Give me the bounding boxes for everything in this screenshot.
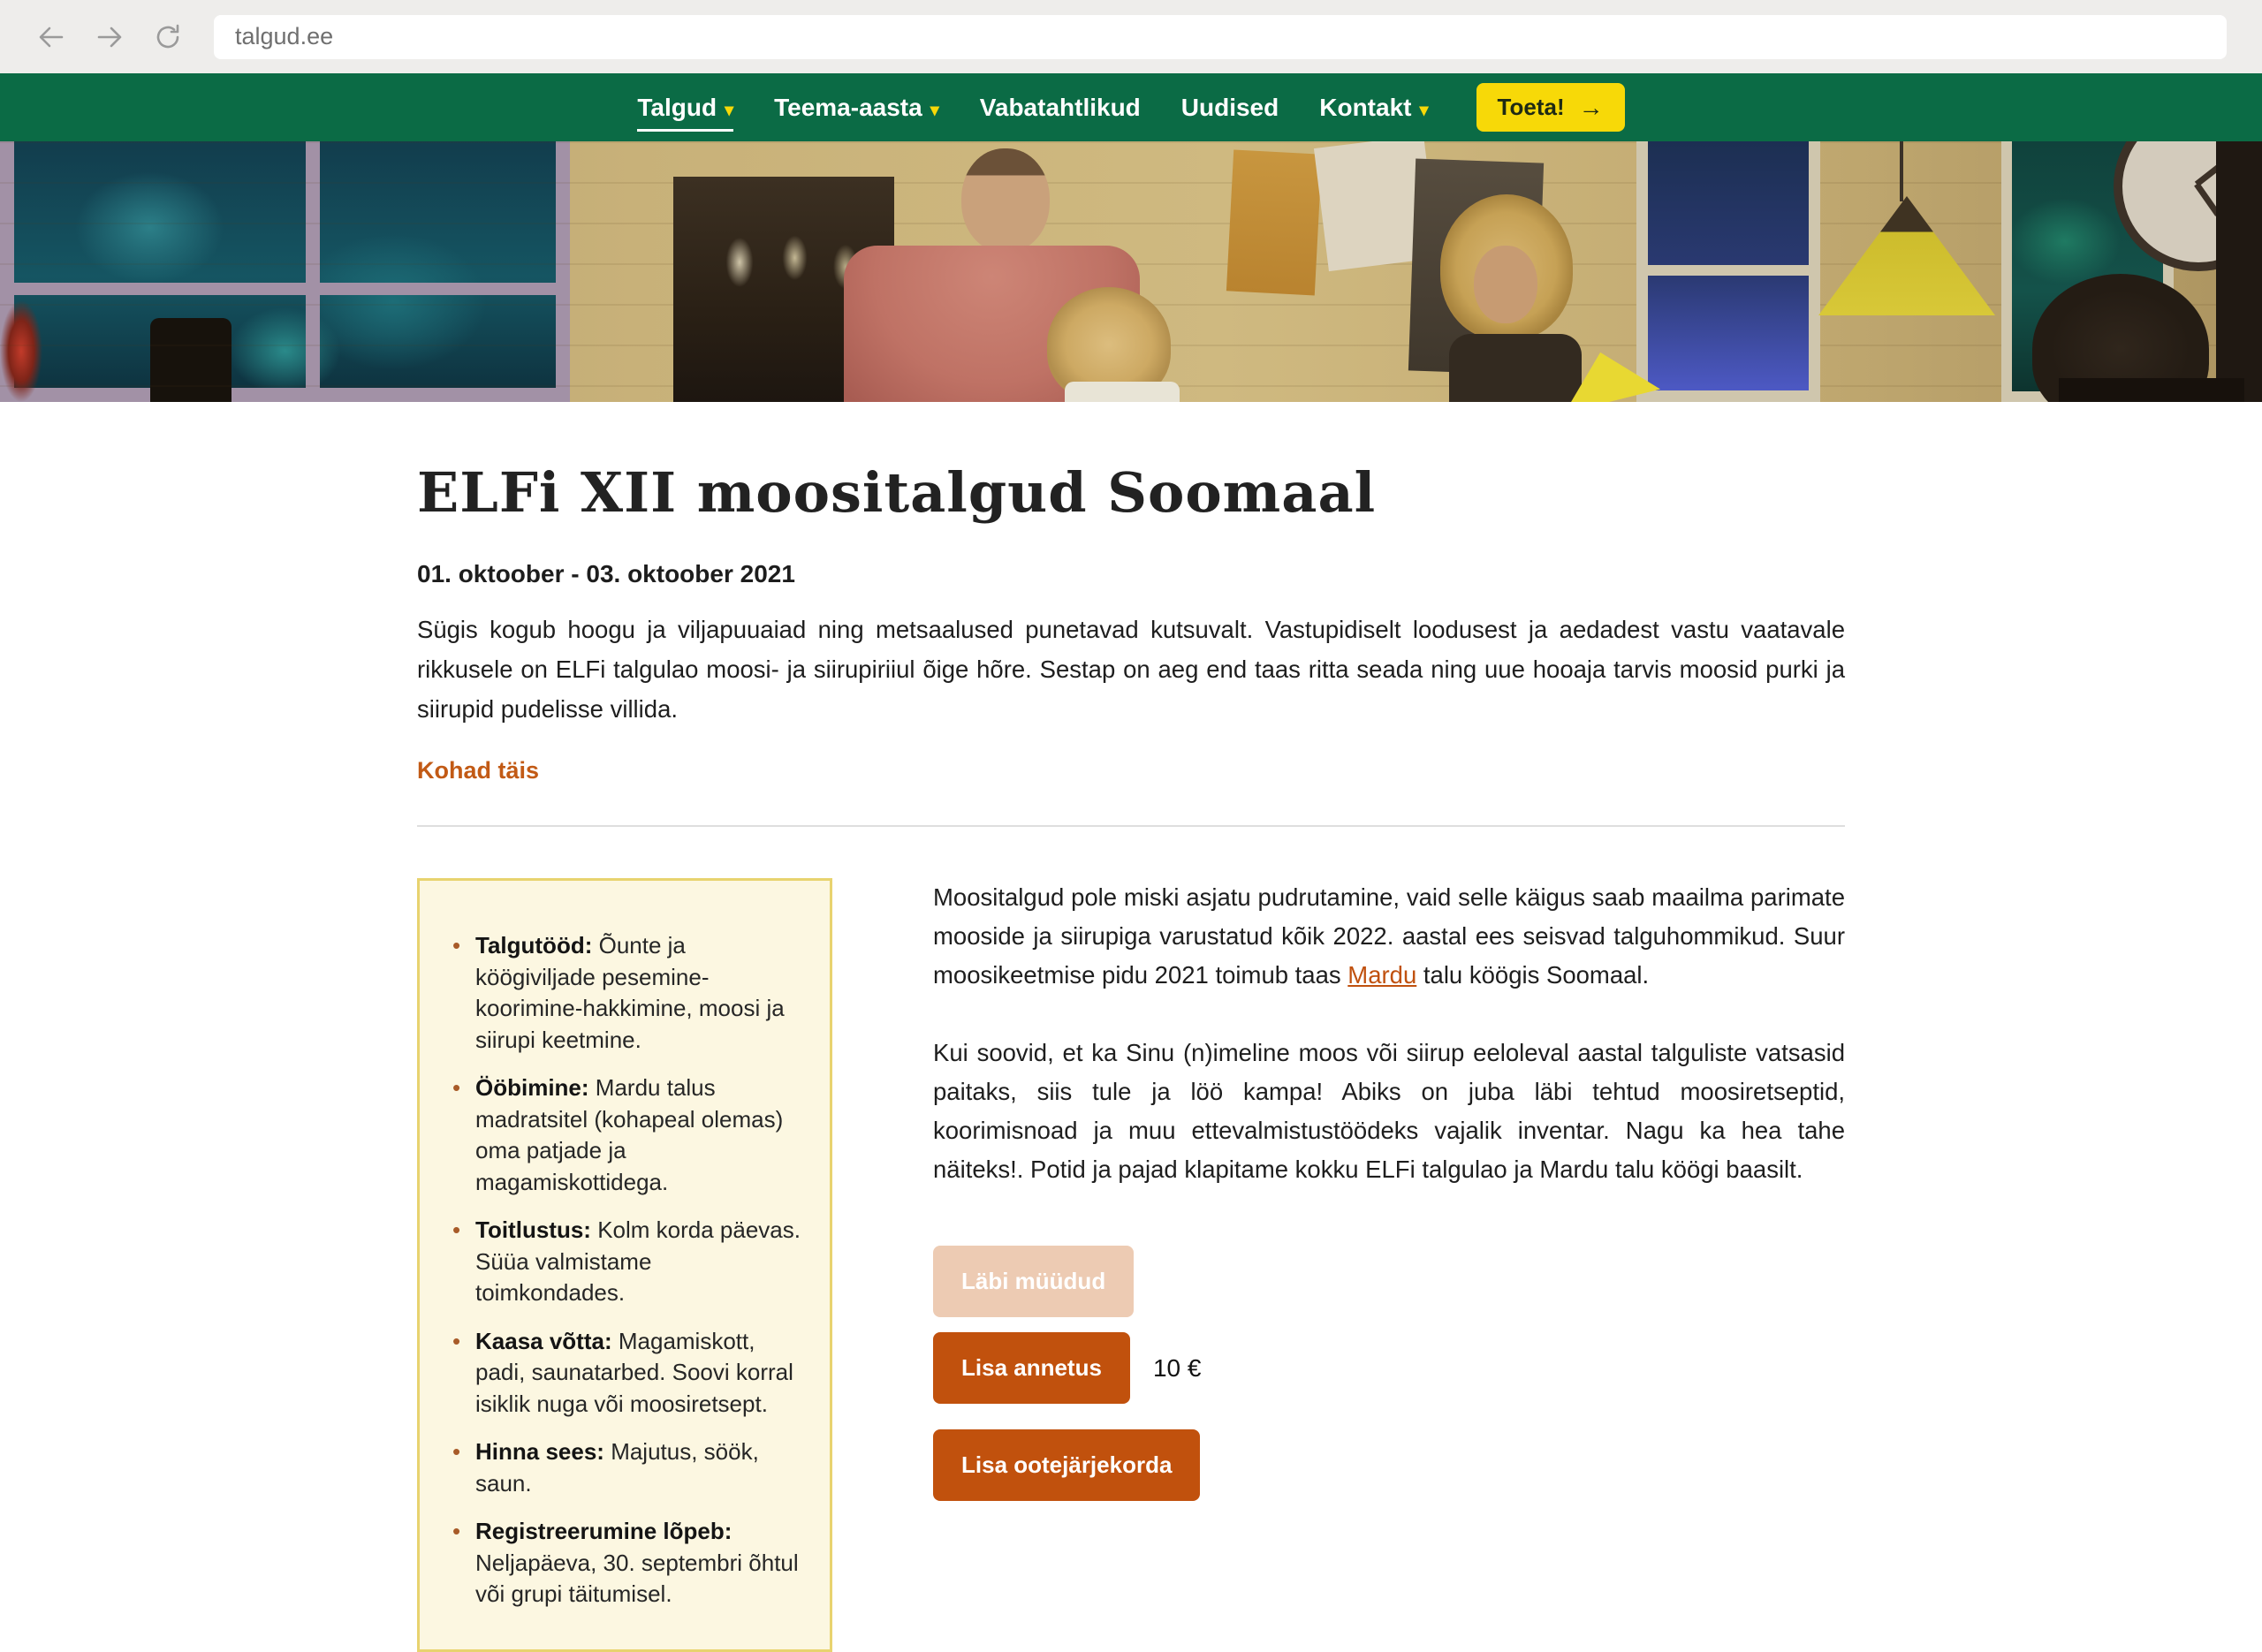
divider (417, 825, 1845, 827)
hero-poster (1226, 149, 1322, 295)
intro-paragraph: Sügis kogub hoogu ja viljapuuaiad ning metsaalused punetavad kutsuvalt. Vastupidiselt loodusest ja aedadest vastu vaatavale rikkusele on ELFi talgulao moosi- ja siirupiriiul õige hõre. Sestap on aeg end taas ritta seada ning uue hooaja tarvis moosid purki ja siirupid pudelisse villida. (417, 616, 1845, 723)
event-info-list (452, 930, 807, 1610)
event-info-box (417, 878, 832, 1652)
list-item: • Talgutööd: Õunte ja köögiviljade pesemine-koorimine-hakkimine, moosi ja siirupi keetmine. (452, 930, 807, 1056)
sold-out-button: Läbi müüdud (933, 1246, 1134, 1317)
donation-amount: 10 € (1152, 1353, 1202, 1382)
chevron-down-icon: ▾ (930, 100, 939, 120)
list-item: • Ööbimine: Mardu talus madratsitel (kohapeal olemas) oma patjade ja magamiskottidega. (452, 1072, 807, 1198)
donate-cta-button[interactable]: Toeta! → (1476, 83, 1625, 132)
nav-item-uudised[interactable]: Uudised (1180, 93, 1279, 121)
mardu-link[interactable]: Mardu (1347, 961, 1417, 989)
list-item: • Hinna sees: Majutus, söök, saun. (452, 1436, 807, 1499)
chevron-down-icon: ▾ (1419, 100, 1429, 120)
back-icon[interactable] (35, 21, 67, 53)
add-donation-button[interactable]: Lisa annetus (933, 1332, 1130, 1404)
hero-child-body (1065, 382, 1180, 402)
arrow-right-icon: → (1578, 93, 1604, 121)
page-title: ELFi XII moositalgud Soomaal (417, 460, 1377, 525)
join-waitlist-button[interactable]: Lisa ootejärjekorda (933, 1429, 1200, 1501)
hero-photo (0, 141, 2262, 402)
main-navigation (0, 73, 2262, 141)
donation-row (933, 1332, 1845, 1404)
status-badge: Kohad täis (417, 757, 540, 784)
hero-girl-face (1474, 246, 1537, 323)
description-paragraph-1: Moositalgud pole miski asjatu pudrutamine, vaid selle käigus saab maailma parimate mooside ja siirupiga varustatud kõik 2022. aastal ees seisvad talguhommikud. Suur moosikeetmise pidu 2021 toimub taas Mardu talu köögis Soomaal. (933, 883, 1845, 989)
hero-girl-body (1449, 334, 1582, 402)
url-bar[interactable] (214, 15, 2227, 59)
article (417, 460, 1845, 1652)
list-item: • Toitlustus: Kolm korda päevas. Süüa valmistame toimkondades. (452, 1215, 807, 1309)
browser-chrome (0, 0, 2262, 73)
url-text: talgud.ee (235, 23, 334, 49)
nav-item-teema-aasta[interactable]: Teema-aasta ▾ (774, 93, 939, 121)
hero-lamp-cord (1900, 141, 1903, 201)
nav-item-talgud[interactable]: Talgud ▾ (637, 73, 733, 141)
event-date-range: 01. oktoober - 03. oktoober 2021 (417, 560, 795, 587)
nav-item-kontakt[interactable]: Kontakt ▾ (1319, 93, 1429, 121)
description-paragraph-2: Kui soovid, et ka Sinu (n)imeline moos või siirup eeloleval aastal talguliste vatsasid paitaks, siis tule ja löö kampa! Abiks on juba läbi tehtud moosiretseptid, koorimisnoad ja muu ettevalmistustöödeks vajalik inventar. Nagu ka hea tahe näiteks!. Potid ja pajad klapitame kokku ELFi talgulao ja Mardu talu köögi baasilt. (933, 1039, 1845, 1183)
nav-item-vabatahtlikud[interactable]: Vabatahtlikud (979, 93, 1141, 121)
forward-icon[interactable] (94, 21, 125, 53)
event-description (933, 878, 1845, 1501)
hero-man-head (961, 148, 1050, 253)
hero-silhouette-body (2059, 378, 2244, 402)
list-item: • Registreerumine lõpeb: Neljapäeva, 30. septembri õhtul või grupi täitumisel. (452, 1516, 807, 1610)
list-item: • Kaasa võtta: Magamiskott, padi, saunatarbed. Soovi korral isiklik nuga või moosiretsept. (452, 1326, 807, 1421)
hero-beam (2216, 141, 2262, 402)
hero-window-middle (1636, 141, 1820, 402)
chevron-down-icon: ▾ (725, 100, 734, 120)
reload-icon[interactable] (152, 21, 184, 53)
